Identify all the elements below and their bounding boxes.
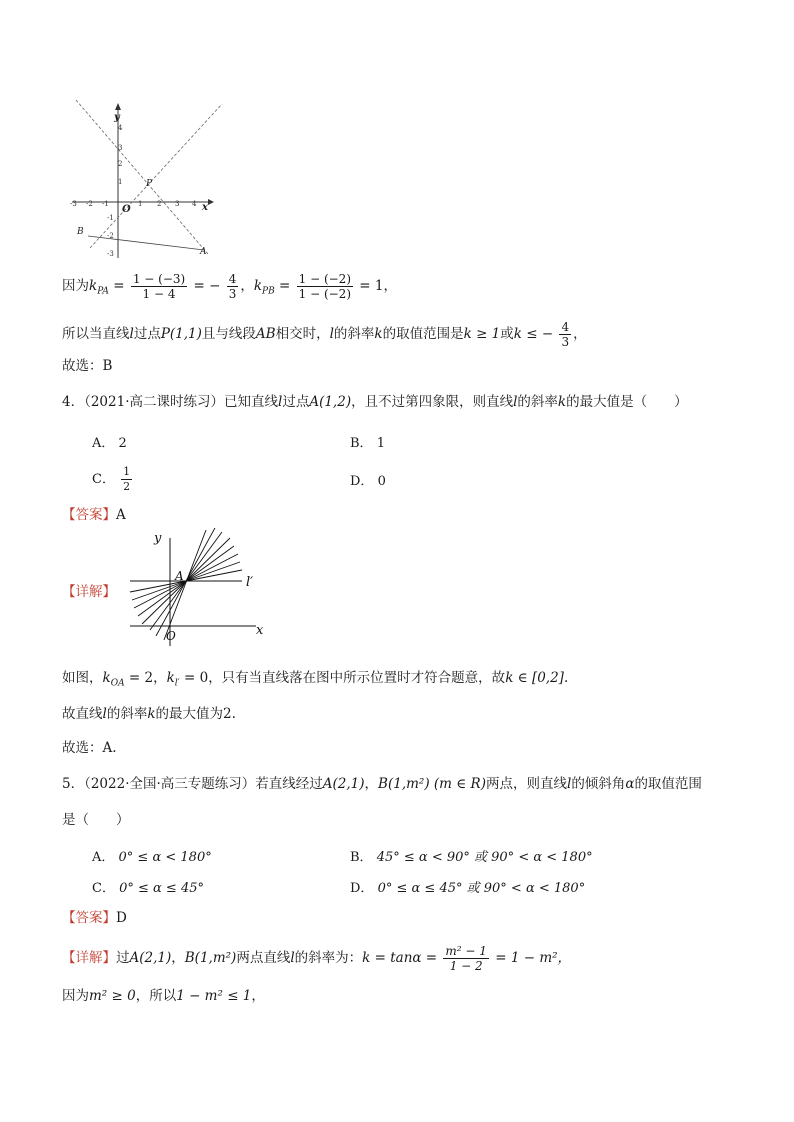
graph1-xtick-m2: -2 <box>86 200 93 208</box>
frac-num: m² − 1 <box>445 944 487 958</box>
q5-conclusion <box>62 986 265 1006</box>
option-value: 0° ≤ α < 180° <box>118 850 212 865</box>
text: 的斜率 <box>517 394 558 410</box>
text: ，只有当直线落在图中所示位置时才符合题意，故 <box>208 670 506 686</box>
option-letter: C． <box>92 472 115 487</box>
symbol-l: l <box>329 326 334 342</box>
option-value: 0° ≤ α ≤ 45° 或 90° < α < 180° <box>377 881 586 896</box>
text: 的斜率 <box>106 706 148 722</box>
detail-label: 【详解】 <box>62 584 116 600</box>
option-letter: A． <box>92 850 115 865</box>
q5-option-b[interactable] <box>350 846 593 865</box>
result: 1 − m² ≤ 1 <box>176 988 252 1004</box>
text-eq: = − <box>193 278 221 294</box>
value: 2. <box>223 706 236 722</box>
graph1-x-label: x <box>202 202 208 213</box>
symbol-k: k <box>147 706 156 722</box>
option-letter: A． <box>92 436 115 451</box>
answer-value: D <box>116 910 127 926</box>
text: 的斜率为： <box>294 950 363 966</box>
graph1-ytick-m2: -2 <box>107 232 114 240</box>
graph1-xtick-3: 3 <box>175 200 180 208</box>
symbol-k: k <box>166 670 175 686</box>
point-p: P(1,1) <box>160 326 202 342</box>
frac-half <box>121 465 132 494</box>
frac-num: 4 <box>561 320 570 334</box>
graph-fan-lines <box>126 528 276 648</box>
q4-stem <box>62 392 688 412</box>
text: ， <box>251 988 265 1004</box>
option-letter: B． <box>350 436 373 451</box>
point-a: A(2,1) <box>322 776 365 792</box>
frac-kpb <box>297 272 353 301</box>
text-comma: ， <box>240 278 254 294</box>
graph1-point-a: A <box>200 247 207 257</box>
graph1-xtick-m3: -3 <box>70 200 77 208</box>
graph1-y-label: y <box>114 112 120 123</box>
q4-detail-label <box>62 582 116 602</box>
q5-answer <box>62 908 127 928</box>
frac-den: 3 <box>561 335 570 349</box>
option-value: 0° ≤ α ≤ 45° <box>119 881 204 896</box>
symbol-k: k <box>557 394 567 410</box>
graph1-xtick-m1: -1 <box>102 200 109 208</box>
frac-num: 1 − (−3) <box>132 272 186 286</box>
symbol-l: l <box>129 326 134 342</box>
range-line <box>62 320 587 349</box>
text: ，且不过第四象限，则直线 <box>351 394 514 410</box>
point-a: A(1,2) <box>309 394 352 410</box>
symbol-l: l <box>290 950 295 966</box>
option-letter: D． <box>350 474 374 489</box>
graph1-point-b: B <box>77 227 84 237</box>
slope-expr: k = tanα = <box>362 950 438 966</box>
q5-stem-line1 <box>62 774 702 794</box>
text: 的最大值为 <box>155 706 224 722</box>
text: 的取值范围是 <box>382 326 464 342</box>
text: 或 <box>500 326 514 342</box>
sub-oa: OA <box>110 678 125 689</box>
frac-den: 3 <box>228 287 237 301</box>
text: ， <box>153 670 167 686</box>
text: 的最大值是（ ） <box>566 394 688 410</box>
symbol-l: l <box>513 394 518 410</box>
q4-option-a[interactable] <box>92 432 127 451</box>
text: . <box>563 670 569 686</box>
graph1-xtick-4: 4 <box>192 200 197 208</box>
frac-slope <box>443 944 489 973</box>
graph-lines-through-p <box>68 98 228 263</box>
text: 所以当直线 <box>62 326 130 342</box>
q5-option-c[interactable] <box>92 877 204 896</box>
graph2-x-label: x <box>256 623 264 638</box>
frac-den: 2 <box>123 480 131 493</box>
option-letter: C． <box>92 881 115 896</box>
q4-option-c[interactable] <box>92 465 134 494</box>
range-2: k ≤ − <box>513 326 554 342</box>
symbol-k: k <box>89 278 98 294</box>
q4-explanation-1 <box>62 668 568 694</box>
text: 的斜率 <box>333 326 375 342</box>
segment-ab: AB <box>255 326 276 342</box>
frac-num: 1 <box>123 465 131 478</box>
graph1-ytick-1: 1 <box>118 178 123 186</box>
value: = 2 <box>128 670 154 686</box>
q4-option-b[interactable] <box>350 432 385 451</box>
sub-pa: PA <box>97 286 109 297</box>
text-tail: = 1， <box>359 278 397 294</box>
point-b: B(1,m²) <box>184 950 237 966</box>
q5-option-d[interactable] <box>350 877 585 896</box>
graph1-ytick-2: 2 <box>118 160 123 168</box>
graph1-xtick-1: 1 <box>138 200 143 208</box>
text: 的取值范围 <box>634 776 702 792</box>
q5-stem-line2: 是（ ） <box>62 812 130 828</box>
detail-label: 【详解】 <box>62 950 116 966</box>
graph2-point-a: A <box>175 569 184 583</box>
answer-label: 【答案】 <box>62 507 116 523</box>
frac-den: 1 − 4 <box>142 287 176 301</box>
symbol-alpha: α <box>625 776 635 792</box>
symbol-k: k <box>374 326 383 342</box>
text: ， <box>171 950 185 966</box>
symbol-l: l <box>566 776 572 792</box>
frac-range <box>559 320 571 349</box>
text: ，所以 <box>135 988 177 1004</box>
value: = 0 <box>183 670 209 686</box>
q4-choice: 故选：A. <box>62 740 117 756</box>
q4-option-d[interactable] <box>350 470 386 489</box>
graph1-origin-label: O <box>122 204 131 215</box>
text: 因为 <box>62 988 89 1004</box>
graph1-ytick-3: 3 <box>118 144 123 152</box>
text: 且与线段 <box>201 326 256 342</box>
graph1-ytick-m3: -3 <box>107 250 114 258</box>
answer-value: A <box>116 507 126 523</box>
text-because: 因为 <box>62 278 89 294</box>
option-value: 0 <box>377 474 386 489</box>
text: 的倾斜角 <box>571 776 626 792</box>
text: 如图， <box>62 670 103 686</box>
sub-l-prime: l′ <box>174 678 180 689</box>
text: 两点直线 <box>236 950 291 966</box>
frac-num: 1 − (−2) <box>298 272 351 286</box>
text: 过点 <box>282 394 310 410</box>
option-letter: D． <box>350 881 374 896</box>
text: 故直线 <box>62 706 103 722</box>
range: k ∈ [0,2] <box>505 670 564 686</box>
graph1-xtick-2: 2 <box>157 200 162 208</box>
option-value: 45° ≤ α < 90° 或 90° < α < 180° <box>376 850 593 865</box>
range-1: k ≥ 1 <box>463 326 501 342</box>
text: ， <box>573 326 587 342</box>
graph2-y-label: y <box>154 531 162 546</box>
text: 相交时， <box>275 326 330 342</box>
text: 5．（2022·全国·高三专题练习）若直线经过 <box>62 776 323 792</box>
graph2-origin: O <box>166 629 176 643</box>
option-value: 1 <box>376 436 385 451</box>
graph2-line-l-prime: l′ <box>246 575 254 590</box>
q5-option-a[interactable] <box>92 846 212 865</box>
point-a: A(2,1) <box>129 950 172 966</box>
q5-detail <box>62 944 571 973</box>
answer-label: 【答案】 <box>62 910 116 926</box>
symbol-l: l <box>278 394 283 410</box>
text: 两点，则直线 <box>485 776 567 792</box>
sub-pb: PB <box>262 286 275 297</box>
point-b: B(1,m²) <box>378 776 430 792</box>
text: ， <box>364 776 379 792</box>
frac-num: 4 <box>228 272 237 286</box>
symbol-k: k <box>102 670 111 686</box>
text: 4．（2021·高二课时练习）已知直线 <box>62 394 278 410</box>
graph1-ytick-m1: -1 <box>107 214 114 222</box>
slope-result: = 1 − m²， <box>495 950 572 966</box>
text: 过 <box>116 950 130 966</box>
condition: m² ≥ 0 <box>89 988 136 1004</box>
graph1-point-p: P <box>146 179 153 189</box>
graph1-ytick-4: 4 <box>118 124 123 132</box>
symbol-l: l <box>102 706 107 722</box>
text: 过点 <box>133 326 161 342</box>
frac-den: 1 − 2 <box>449 959 483 973</box>
option-letter: B． <box>350 850 373 865</box>
frac-kpa <box>131 272 187 301</box>
q4-explanation-2 <box>62 704 236 724</box>
q4-answer <box>62 505 126 525</box>
symbol-k: k <box>253 278 263 294</box>
condition: (m ∈ R) <box>433 776 486 792</box>
frac-den: 1 − (−2) <box>298 287 351 301</box>
frac-kpa2 <box>227 272 239 301</box>
choice-prev: 故选：B <box>62 358 113 374</box>
slope-line: 因为$k_{PA}$ = $\frac{1 - (-3)}{1 - 4}$ = − $\frac{4}{3}$ ，$k_{PB}$ = $\frac{1 - (-2)}{1 - (-2)}$ = 1， <box>62 272 397 301</box>
option-value: 2 <box>118 436 127 451</box>
